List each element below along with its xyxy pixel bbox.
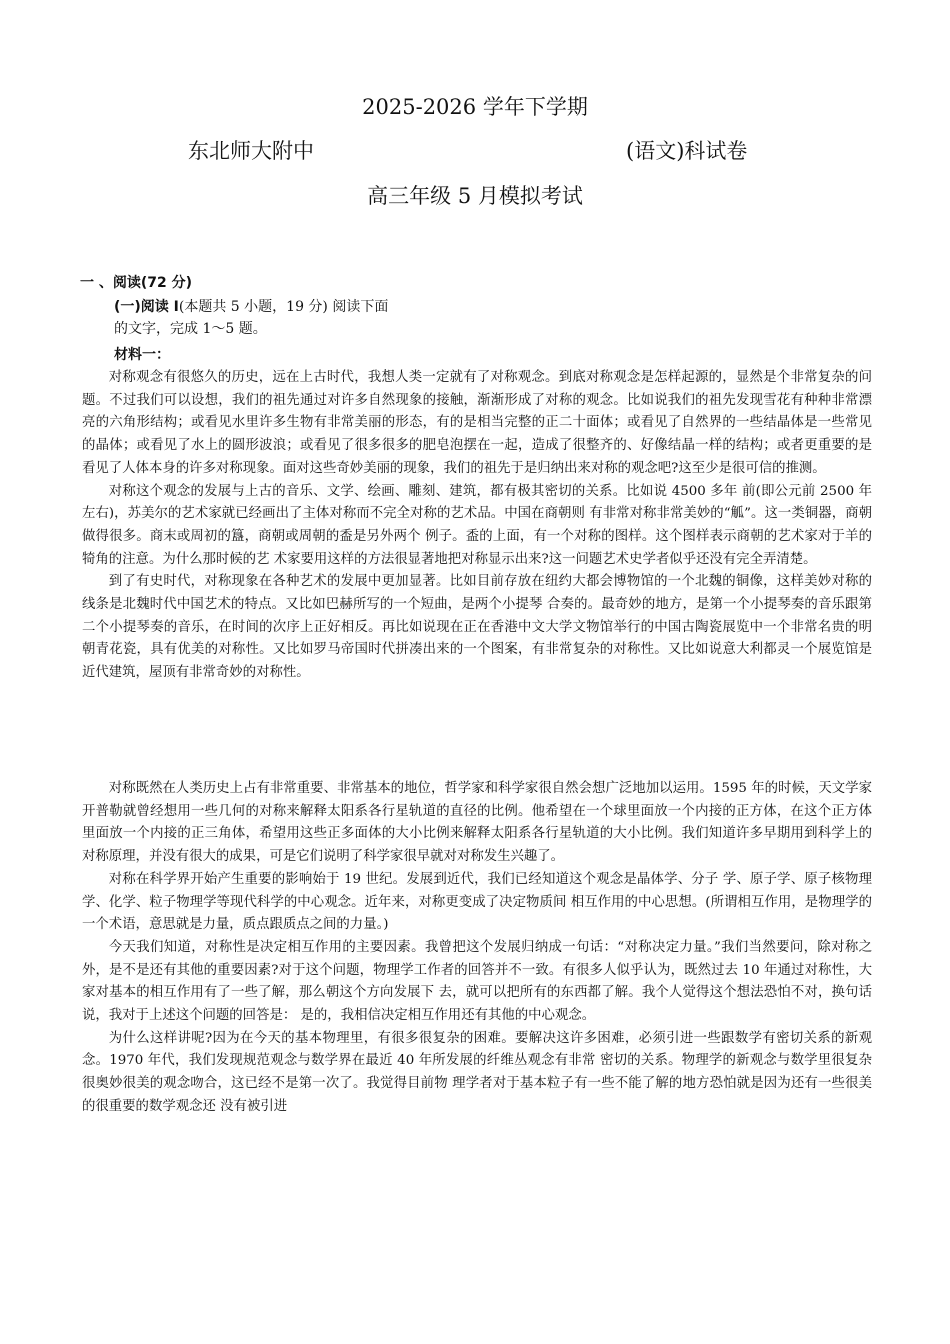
section-heading: 一 、阅读(72 分) <box>80 275 193 291</box>
material-text-part-2 <box>82 778 872 1119</box>
material-label: 材料一： <box>114 347 170 363</box>
reading-part-description: (本题共 5 小题，19 分) 阅读下面的文字，完成 1～5 题。 <box>114 299 389 337</box>
paragraph: 对称在科学界开始产生重要的影响始于 19 世纪。发展到近代，我们已经知道这个观念是晶体学、分子 学、原子学、原子核物理学、化学、粒子物理学等现代科学的中心观念。近年来，对称更变成了决定物质间 相互作用的中心思想。(所谓相互作用，是物理学的一个术语，意思就是力量，质点跟质点之间的力量。) <box>82 871 872 933</box>
paragraph: 为什么这样讲呢?因为在今天的基本物理里，有很多很复杂的困难。要解决这许多困难，必须引进一些跟数学有密切关系的新观念。1970 年代，我们发现规范观念与数学界在最近 40 年所发展的纤维丛观念有非常 密切的关系。物理学的新观念与数学里很复杂很奥妙很美的观念吻合，这已经不是第一次了。我觉得目前物 理学者对于基本粒子有一些不能了解的地方恐怕就是因为还有一些很美的很重要的数学观念还 没有被引进 <box>82 1030 872 1114</box>
paragraph: 对称既然在人类历史上占有非常重要、非常基本的地位，哲学家和科学家很自然会想广泛地加以运用。1595 年的时候，天文学家开普勒就曾经想用一些几何的对称来解释太阳系各行星轨道的直径的比例。他希望在一个球里面放一个内接的正方体，在这个正方体里面放一个内接的正三角体，希望用这些正多面体的大小比例来解释太阳系各行星轨道的大小比例。我们知道许多早期用到科学上的对称原理，并没有很大的成果，可是它们说明了科学家很早就对对称发生兴趣了。 <box>82 781 872 865</box>
subject-title: (语文)科试卷 <box>626 139 748 163</box>
term-title: 2025-2026 学年下学期 <box>362 95 588 119</box>
reading-instructions <box>114 296 394 340</box>
school-name: 东北师大附中 <box>188 139 314 163</box>
paragraph: 对称这个观念的发展与上古的音乐、文学、绘画、雕刻、建筑，都有极其密切的关系。比如说 4500 多年 前(即公元前 2500 年左右)，苏美尔的艺术家就已经画出了主体对称而不完全对称的艺术品。中国在商朝则 有非常对称非常美妙的“觚”。这一类铜器，商朝做得很多。商末或周初的簋，商朝或周朝的盉是另外两个 例子。盉的上面，有一个对称的图样。这个图样表示商朝的艺术家对于羊的犄角的注意。为什么那时候的艺 术家要用这样的方法很显著地把对称显示出来?这一问题艺术史学者似乎还没有完全弄清楚。 <box>82 483 872 567</box>
paragraph: 对称观念有很悠久的历史，远在上古时代，我想人类一定就有了对称观念。到底对称观念是怎样起源的，显然是个非常复杂的问题。不过我们可以设想，我们的祖先通过对许多自然现象的接触，渐渐形成了对称的观念。比如说我们的祖先发现雪花有种种非常漂亮的六角形结构；或看见水里许多生物有非常美丽的形态，有的是相当完整的正二十面体；或看见了自然界的一些结晶体是一些常见的晶体；或看见了水上的圆形波浪；或看见了很多很多的肥皂泡摆在一起，造成了很整齐的、好像结晶一样的结构；或者更重要的是看见了人体本身的许多对称现象。面对这些奇妙美丽的现象，我们的祖先于是归纳出来对称的观念吧?这至少是很可信的推测。 <box>82 370 872 476</box>
reading-part-title: (一)阅读 Ⅰ <box>114 299 179 315</box>
paragraph: 今天我们知道，对称性是决定相互作用的主要因素。我曾把这个发展归纳成一句话：“对称决定力量。”我们当然要问，除对称之外，是不是还有其他的重要因素?对于这个问题，物理学工作者的回答并不一致。有很多人似乎认为，既然过去 10 年通过对称性，大家对基本的相互作用有了一些了解，那么朝这个方向发展下 去，就可以把所有的东西都了解。我个人觉得这个想法恐怕不对，换句话说，我对于上述这个问题的回答是： 是的，我相信决定相互作用还有其他的中心观念。 <box>82 939 872 1024</box>
material-text-part-1 <box>82 367 872 685</box>
exam-title: 高三年级 5 月模拟考试 <box>367 184 583 208</box>
paragraph: 到了有史时代，对称现象在各种艺术的发展中更加显著。比如目前存放在纽约大都会博物馆的一个北魏的铜像，这样美妙对称的线条是北魏时代中国艺术的特点。又比如巴赫所写的一个短曲，是两个小提琴 合奏的。最奇妙的地方，是第一个小提琴奏的音乐跟第二个小提琴奏的音乐，在时间的次序上正好相反。再比如说现在正在香港中文大学文物馆举行的中国古陶瓷展览中一个非常名贵的明朝青花瓷，具有优美的对称性。又比如罗马帝国时代拼凑出来的一个图案，有非常复杂的对称性。又比如说意大利都灵一个展览馆是近代建筑，屋顶有非常奇妙的对称性。 <box>82 574 872 681</box>
